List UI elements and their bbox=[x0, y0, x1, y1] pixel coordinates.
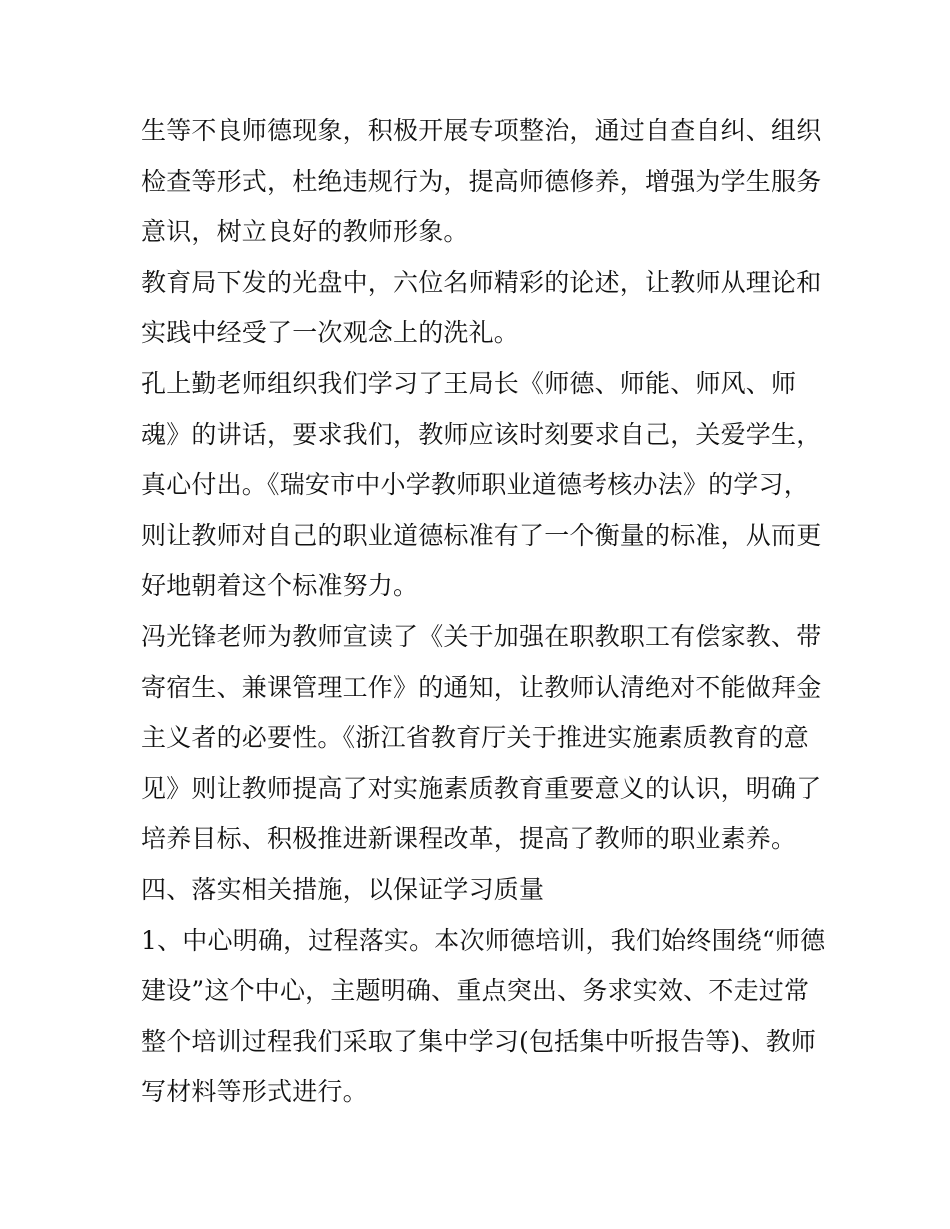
text-line: 1、中心明确，过程落实。本次师德培训，我们始终围绕“师德 bbox=[141, 925, 826, 955]
text-line: 生等不良师德现象，积极开展专项整治，通过自查自纠、组织 bbox=[141, 116, 822, 145]
text-line: 寄宿生、兼课管理工作》的通知，让教师认清绝对不能做拜金 bbox=[141, 672, 822, 702]
text-line: 见》则让教师提高了对实施素质教育重要意义的认识，明确了 bbox=[141, 773, 822, 803]
text-line: 魂》的讲话，要求我们，教师应该时刻要求自己，关爱学生， bbox=[141, 419, 822, 449]
text-line: 写材料等形式进行。 bbox=[141, 1077, 368, 1107]
text-line: 意识，树立良好的教师形象。 bbox=[141, 217, 469, 247]
text-line: 好地朝着这个标准努力。 bbox=[141, 571, 419, 601]
text-line: 检查等形式，杜绝违规行为，提高师德修养，增强为学生服务 bbox=[141, 166, 822, 196]
text-line: 教育局下发的光盘中，六位名师精彩的论述，让教师从理论和 bbox=[141, 267, 822, 297]
document-body bbox=[141, 106, 826, 1118]
text-line: 主义者的必要性。《浙江省教育厅关于推进实施素质教育的意 bbox=[141, 723, 809, 753]
text-line: 孔上勤老师组织我们学习了王局长《师德、师能、师风、师 bbox=[141, 368, 797, 398]
text-line: 培养目标、积极推进新课程改革，提高了教师的职业素养。 bbox=[141, 824, 797, 854]
text-line: 冯光锋老师为教师宣读了《关于加强在职教职工有偿家教、带 bbox=[141, 621, 822, 651]
text-line: 真心付出。《瑞安市中小学教师职业道德考核办法》的学习， bbox=[141, 470, 809, 500]
text-line: 整个培训过程我们采取了集中学习(包括集中听报告等)、教师 bbox=[141, 1026, 817, 1056]
text-line: 则让教师对自己的职业道德标准有了一个衡量的标准，从而更 bbox=[141, 520, 822, 550]
section-heading: 四、落实相关措施，以保证学习质量 bbox=[141, 874, 545, 904]
text-line: 建设”这个中心，主题明确、重点突出、务求实效、不走过常 bbox=[141, 976, 810, 1006]
text-line: 实践中经受了一次观念上的洗礼。 bbox=[141, 318, 520, 348]
